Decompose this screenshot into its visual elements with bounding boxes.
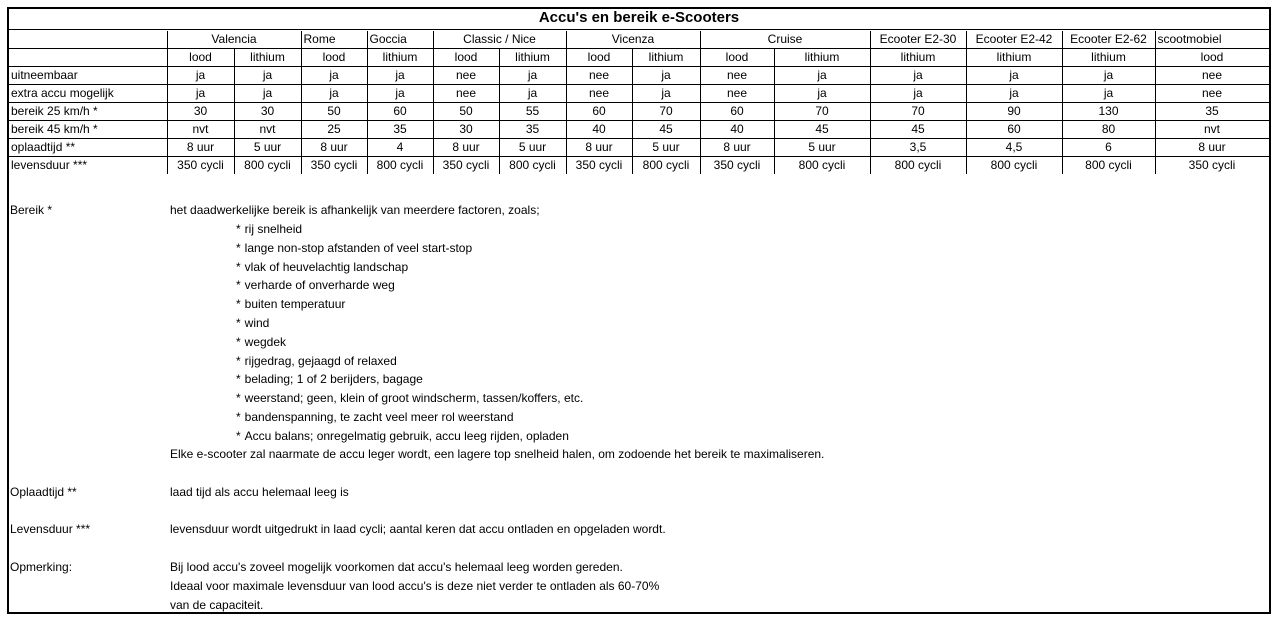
battery-type-cell: lithium	[1062, 49, 1155, 67]
bullet-asterisk: *	[236, 259, 241, 274]
note-text-opmerking-line: van de capaciteit.	[170, 598, 264, 612]
bullet-asterisk: *	[236, 391, 241, 406]
value-cell: 800 cycli	[234, 157, 301, 175]
model-header-cell: Cruise	[700, 31, 870, 49]
value-cell: ja	[167, 85, 234, 103]
scooter-battery-table	[9, 31, 1270, 174]
value-cell: ja	[301, 85, 367, 103]
value-cell: 60	[367, 103, 433, 121]
range-factor-item	[236, 352, 397, 371]
bullet-asterisk: *	[236, 222, 241, 236]
bullet-asterisk: *	[236, 240, 241, 255]
table-row	[9, 85, 1269, 103]
battery-type-row	[9, 49, 1269, 67]
bullet-asterisk: *	[236, 353, 241, 368]
value-cell: 30	[167, 103, 234, 121]
range-factor-text: weerstand; geen, klein of groot windscherm, tassen/koffers, etc.	[244, 391, 584, 406]
value-cell: ja	[870, 85, 966, 103]
value-cell: ja	[966, 67, 1062, 85]
battery-type-cell: lithium	[632, 49, 700, 67]
range-factor-item	[236, 295, 345, 314]
note-text-opmerking-line: Ideaal voor maximale levensduur van lood accu's is deze niet verder te ontladen als 60-70%	[170, 579, 660, 593]
battery-type-cell: lood	[433, 49, 499, 67]
value-cell: 8 uur	[1155, 139, 1269, 157]
battery-type-cell: lithium	[774, 49, 870, 67]
row-label-cell: levensduur ***	[9, 157, 167, 175]
sheet-title: Accu's en bereik e-Scooters	[7, 7, 1271, 30]
value-cell: 800 cycli	[632, 157, 700, 175]
model-header-cell: scootmobiel	[1155, 31, 1269, 49]
battery-type-cell: lood	[167, 49, 234, 67]
model-header-row	[9, 31, 1269, 49]
range-factor-text: lange non-stop afstanden of veel start-stop	[244, 240, 473, 255]
value-cell: 350 cycli	[1155, 157, 1269, 175]
value-cell: ja	[367, 67, 433, 85]
bullet-asterisk: *	[236, 316, 241, 330]
value-cell: 800 cycli	[1062, 157, 1155, 175]
value-cell: 5 uur	[234, 139, 301, 157]
value-cell: ja	[499, 85, 566, 103]
value-cell: 800 cycli	[966, 157, 1062, 175]
value-cell: ja	[234, 67, 301, 85]
model-header-cell: Rome	[301, 31, 367, 49]
range-factor-text: Accu balans; onregelmatig gebruik, accu leeg rijden, opladen	[244, 428, 569, 443]
range-factor-item	[236, 258, 408, 277]
value-cell: 6	[1062, 139, 1155, 157]
model-header-cell: Vicenza	[566, 31, 700, 49]
model-header-cell: Ecooter E2-30	[870, 31, 966, 49]
battery-type-cell: lood	[1155, 49, 1269, 67]
value-cell: 3,5	[870, 139, 966, 157]
value-cell: 45	[632, 121, 700, 139]
value-cell: 350 cycli	[433, 157, 499, 175]
value-cell: ja	[499, 67, 566, 85]
value-cell: nvt	[234, 121, 301, 139]
range-factor-text: buiten temperatuur	[244, 297, 346, 312]
value-cell: 40	[700, 121, 774, 139]
value-cell: 8 uur	[566, 139, 632, 157]
value-cell: nee	[1155, 85, 1269, 103]
value-cell: 8 uur	[167, 139, 234, 157]
value-cell: 800 cycli	[774, 157, 870, 175]
note-text-bereik-outro: Elke e-scooter zal naarmate de accu leger wordt, een lagere top snelheid halen, om zodoende het bereik te maximaliseren.	[170, 447, 825, 461]
value-cell: nee	[700, 85, 774, 103]
range-factor-text: wegdek	[244, 334, 287, 349]
value-cell: ja	[301, 67, 367, 85]
range-factor-text: bandenspanning, te zacht veel meer rol weerstand	[244, 410, 514, 424]
model-header-cell: Ecooter E2-62	[1062, 31, 1155, 49]
value-cell: 70	[632, 103, 700, 121]
value-cell: 130	[1062, 103, 1155, 121]
value-cell: 30	[234, 103, 301, 121]
range-factor-item	[236, 427, 569, 446]
value-cell: ja	[367, 85, 433, 103]
row-label-cell: bereik 45 km/h *	[9, 121, 167, 139]
value-cell: 5 uur	[499, 139, 566, 157]
value-cell: 350 cycli	[566, 157, 632, 175]
value-cell: 25	[301, 121, 367, 139]
value-cell: nee	[1155, 67, 1269, 85]
value-cell: 50	[433, 103, 499, 121]
value-cell: 4	[367, 139, 433, 157]
bullet-asterisk: *	[236, 372, 241, 387]
battery-type-cell: lithium	[499, 49, 566, 67]
value-cell: 55	[499, 103, 566, 121]
range-factor-item	[236, 239, 472, 258]
model-header-cell: Ecooter E2-42	[966, 31, 1062, 49]
model-header-cell: Classic / Nice	[433, 31, 566, 49]
value-cell: nee	[566, 85, 632, 103]
bullet-asterisk: *	[236, 278, 241, 293]
value-cell: 5 uur	[774, 139, 870, 157]
value-cell: ja	[774, 85, 870, 103]
table-row	[9, 157, 1269, 175]
value-cell: ja	[632, 85, 700, 103]
battery-type-cell: lood	[700, 49, 774, 67]
value-cell: 80	[1062, 121, 1155, 139]
bullet-asterisk: *	[236, 334, 241, 349]
value-cell: ja	[167, 67, 234, 85]
bullet-asterisk: *	[236, 410, 241, 424]
bullet-asterisk: *	[236, 428, 241, 443]
value-cell: 90	[966, 103, 1062, 121]
note-text-levensduur: levensduur wordt uitgedrukt in laad cycli; aantal keren dat accu ontladen en opgeladen wordt.	[170, 522, 666, 536]
range-factor-text: verharde of onverharde weg	[244, 278, 395, 293]
range-factor-item	[236, 314, 269, 333]
range-factor-item	[236, 333, 286, 352]
range-factor-text: rijgedrag, gejaagd of relaxed	[244, 353, 397, 368]
value-cell: 800 cycli	[367, 157, 433, 175]
value-cell: 45	[870, 121, 966, 139]
battery-type-cell: lithium	[870, 49, 966, 67]
range-factor-text: wind	[244, 316, 270, 330]
battery-type-cell: lithium	[367, 49, 433, 67]
bullet-asterisk: *	[236, 297, 241, 312]
value-cell: 8 uur	[433, 139, 499, 157]
value-cell: 70	[870, 103, 966, 121]
value-cell: 350 cycli	[700, 157, 774, 175]
range-factor-text: belading; 1 of 2 berijders, bagage	[244, 372, 423, 387]
note-label-levensduur: Levensduur ***	[10, 522, 91, 536]
range-factor-item	[236, 220, 302, 239]
note-text-opmerking-line: Bij lood accu's zoveel mogelijk voorkomen dat accu's helemaal leeg worden gereden.	[170, 560, 623, 574]
value-cell: nee	[433, 67, 499, 85]
value-cell: 5 uur	[632, 139, 700, 157]
battery-type-cell: lithium	[966, 49, 1062, 67]
value-cell: ja	[1062, 67, 1155, 85]
value-cell: 60	[700, 103, 774, 121]
value-cell: 70	[774, 103, 870, 121]
value-cell: ja	[1062, 85, 1155, 103]
range-factor-item	[236, 276, 395, 295]
value-cell: 350 cycli	[167, 157, 234, 175]
range-factor-text: rij snelheid	[244, 222, 303, 236]
note-text-oplaadtijd: laad tijd als accu helemaal leeg is	[170, 485, 349, 499]
range-factor-item	[236, 389, 583, 408]
value-cell: 60	[966, 121, 1062, 139]
value-cell: 8 uur	[301, 139, 367, 157]
note-label-opmerking: Opmerking:	[10, 560, 73, 574]
battery-type-cell: lithium	[234, 49, 301, 67]
range-factor-item	[236, 408, 514, 427]
battery-type-cell: lood	[301, 49, 367, 67]
value-cell: 8 uur	[700, 139, 774, 157]
model-header-cell: Valencia	[167, 31, 301, 49]
header-blank-cell	[9, 49, 167, 67]
range-factor-text: vlak of heuvelachtig landschap	[244, 259, 409, 274]
note-label-bereik: Bereik *	[10, 203, 53, 217]
value-cell: 800 cycli	[499, 157, 566, 175]
value-cell: nee	[700, 67, 774, 85]
value-cell: ja	[774, 67, 870, 85]
row-label-cell: bereik 25 km/h *	[9, 103, 167, 121]
model-header-cell: Goccia	[367, 31, 433, 49]
value-cell: ja	[966, 85, 1062, 103]
row-label-cell: extra accu mogelijk	[9, 85, 167, 103]
value-cell: ja	[234, 85, 301, 103]
note-label-oplaadtijd: Oplaadtijd **	[10, 485, 77, 499]
value-cell: 800 cycli	[870, 157, 966, 175]
value-cell: 35	[367, 121, 433, 139]
row-label-cell: oplaadtijd **	[9, 139, 167, 157]
table-row	[9, 103, 1269, 121]
value-cell: 30	[433, 121, 499, 139]
value-cell: nvt	[1155, 121, 1269, 139]
value-cell: 4,5	[966, 139, 1062, 157]
value-cell: 45	[774, 121, 870, 139]
row-label-cell: uitneembaar	[9, 67, 167, 85]
value-cell: 40	[566, 121, 632, 139]
note-text-bereik-intro: het daadwerkelijke bereik is afhankelijk van meerdere factoren, zoals;	[170, 203, 540, 217]
value-cell: nee	[433, 85, 499, 103]
value-cell: 350 cycli	[301, 157, 367, 175]
value-cell: nee	[566, 67, 632, 85]
value-cell: 35	[1155, 103, 1269, 121]
battery-type-cell: lood	[566, 49, 632, 67]
value-cell: 60	[566, 103, 632, 121]
value-cell: 35	[499, 121, 566, 139]
value-cell: 50	[301, 103, 367, 121]
table-row	[9, 139, 1269, 157]
table-row	[9, 67, 1269, 85]
table-row	[9, 121, 1269, 139]
range-factor-item	[236, 370, 423, 389]
value-cell: ja	[632, 67, 700, 85]
value-cell: nvt	[167, 121, 234, 139]
header-blank-cell	[9, 31, 167, 49]
value-cell: ja	[870, 67, 966, 85]
